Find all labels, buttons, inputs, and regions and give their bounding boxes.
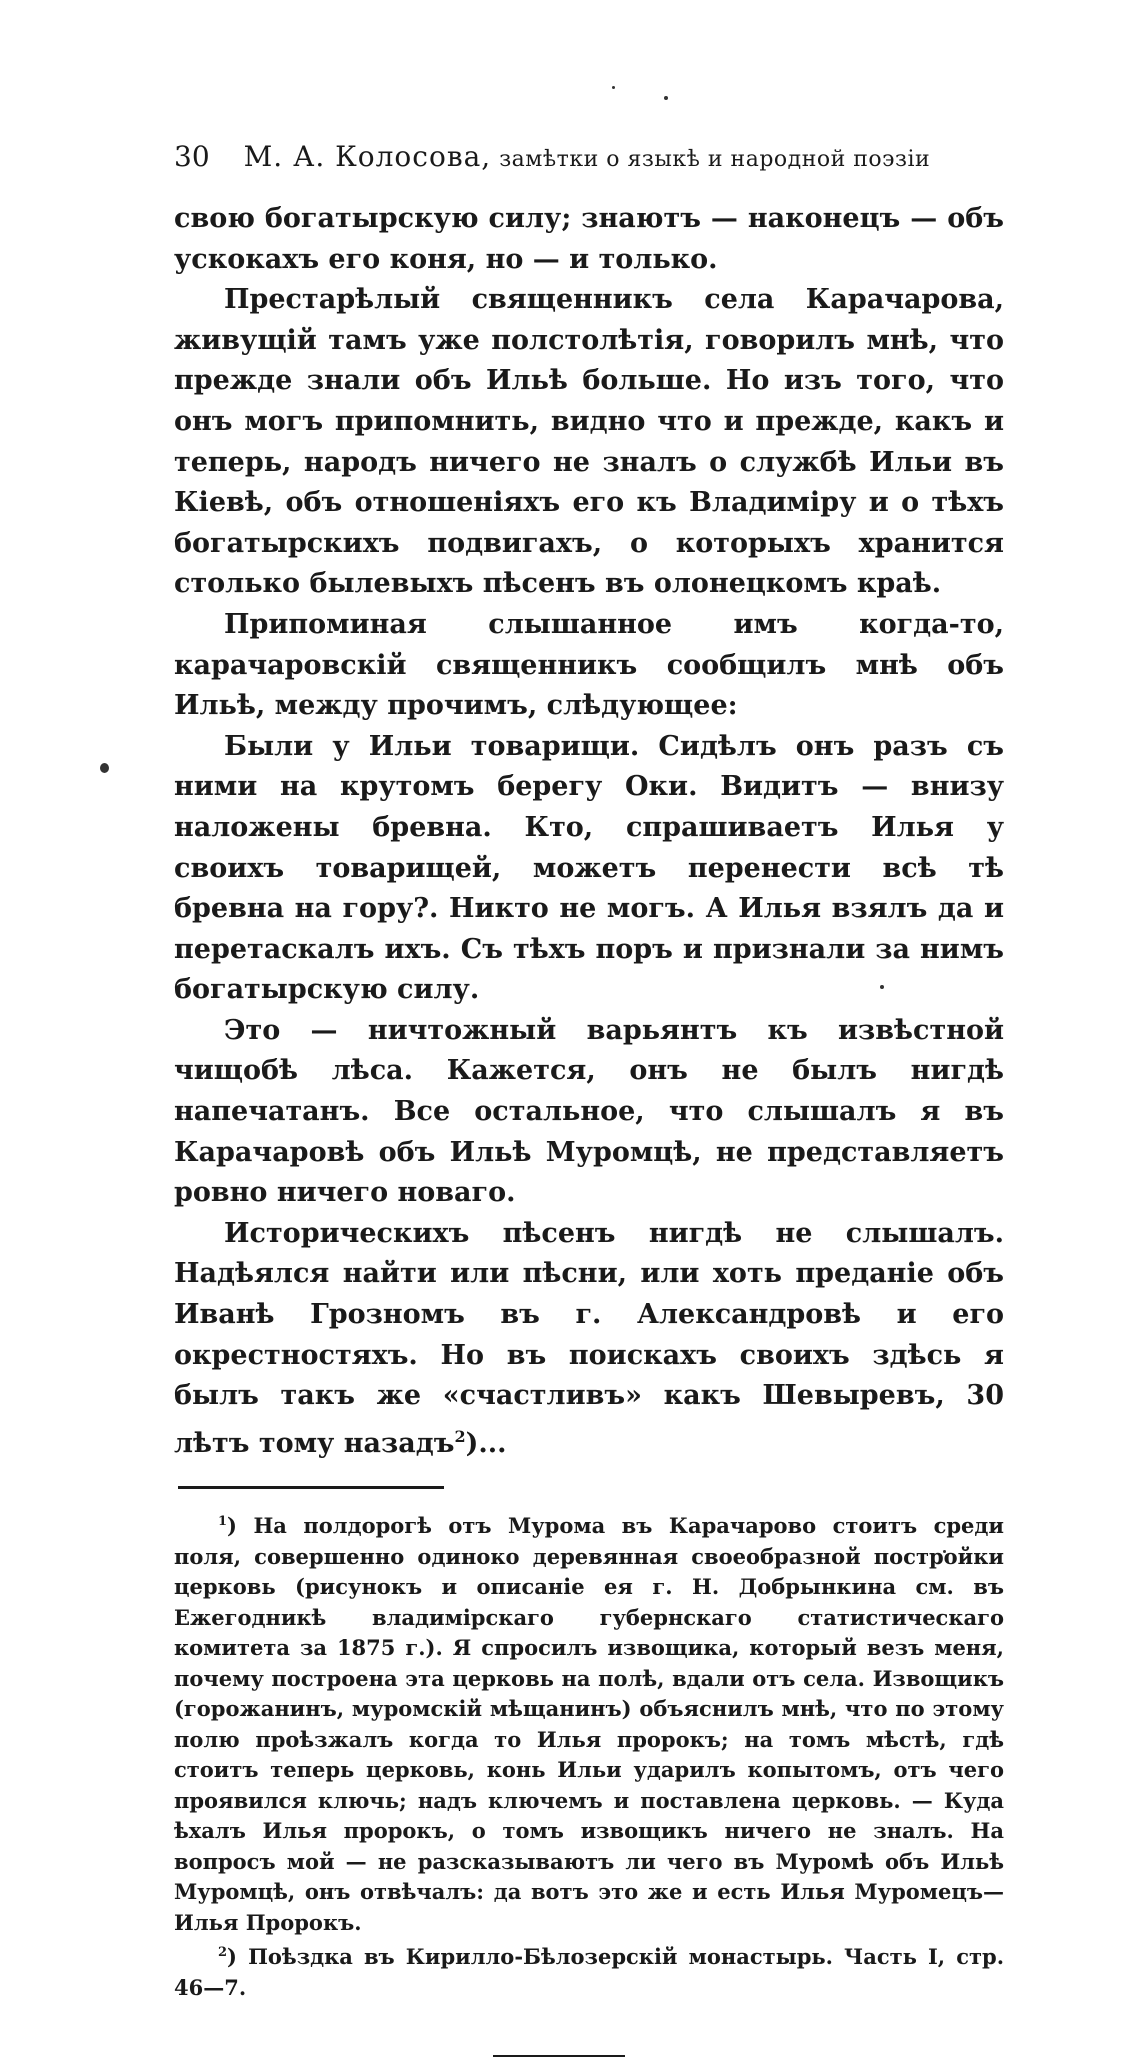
footnote: $^2$) Поѣздка въ Кирилло-Бѣлозерскій монастырь. Часть I, стр. 46—7. [174, 1944, 1004, 2000]
paragraph: Историческихъ пѣсенъ нигдѣ не слышалъ. Надѣялся найти или пѣсни, или хоть преданіе объ Иванѣ Грозномъ въ г. Александровѣ и его окрестностяхъ. Но въ поискахъ своихъ здѣсь я былъ такъ же «счастливъ» какъ Шевыревъ, 30 лѣтъ тому назадъ$^2$)... [174, 1217, 1004, 1459]
running-head [174, 140, 1004, 177]
main-text [174, 199, 1004, 1464]
footnote-separator [178, 1486, 444, 1489]
paragraph: Припоминая слышанное имъ когда-то, карачаровскій священникъ сообщилъ мнѣ объ Ильѣ, между прочимъ, слѣдующее: [174, 608, 1004, 722]
paragraph: свою богатырскую силу; знаютъ — наконецъ — объ ускокахъ его коня, но — и только. [174, 203, 1004, 275]
paragraph: Престарѣлый священникъ села Карачарова, живущій тамъ уже полстолѣтія, говорилъ мнѣ, что прежде знали объ Ильѣ больше. Но изъ того, что онъ могъ припомнить, видно что и прежде, какъ и теперь, народъ ничего не зналъ о службѣ Ильи въ Кіевѣ, объ отношеніяхъ его къ Владиміру и о тѣхъ богатырскихъ подвигахъ, о которыхъ хранится столько былевыхъ пѣсенъ въ олонецкомъ краѣ. [174, 284, 1004, 600]
footnote-marker: 1 [218, 1514, 228, 1530]
footnote-marker: 2 [218, 1945, 228, 1961]
footnotes [174, 1507, 1004, 2003]
running-head-author: М. А. Колосова, [243, 140, 492, 173]
paragraph: Были у Ильи товарищи. Сидѣлъ онъ разъ съ ними на крутомъ берегу Оки. Видитъ — внизу наложены бревна. Кто, спрашиваетъ Илья у своихъ товарищей, можетъ перенести всѣ тѣ бревна на гору?. Никто не могъ. А Илья взялъ да и перетаскалъ ихъ. Съ тѣхъ поръ и признали за нимъ богатырскую силу. [174, 730, 1004, 1006]
running-head-title: замѣтки о языкѣ и народной поэзіи [499, 147, 931, 172]
footnote: $^1$) На полдорогѣ отъ Мурома въ Карачарово стоитъ среди поля, совершенно одиноко деревянная своеобразной постройки церковь (рисунокъ и описаніе ея г. Н. Добрынкина см. въ Ежегодникѣ владимірскаго губернскаго статистическаго комитета за 1875 г.). Я спросилъ извощика, который везъ меня, почему построена эта церковь на полѣ, вдали отъ села. Извощикъ (горожанинъ, муромскій мѣщанинъ) объяснилъ мнѣ, что по этому полю проѣзжалъ когда то Илья пророкъ; на томъ мѣстѣ, гдѣ стоитъ теперь церковь, конь Ильи ударилъ копытомъ, отъ чего проявился ключь; надъ ключемъ и поставлена церковь. — Куда ѣхалъ Илья пророкъ, о томъ извощикъ ничего не зналъ. На вопросъ мой — не разсказываютъ ли чего въ Муромѣ объ Ильѣ Муромцѣ, онъ отвѣчалъ: да вотъ это же и есть Илья Муромецъ—Илья Пророкъ. [174, 1513, 1004, 1935]
paragraph: Это — ничтожный варьянтъ къ извѣстной чищобѣ лѣса. Кажется, онъ не былъ нигдѣ напечатанъ. Все остальное, что слышалъ я въ Карачаровѣ объ Ильѣ Муромцѣ, не представляетъ ровно ничего новаго. [174, 1014, 1004, 1209]
footnote-reference: 2 [454, 1426, 466, 1446]
book-page [174, 140, 1004, 2057]
page-number: 30 [174, 140, 210, 173]
